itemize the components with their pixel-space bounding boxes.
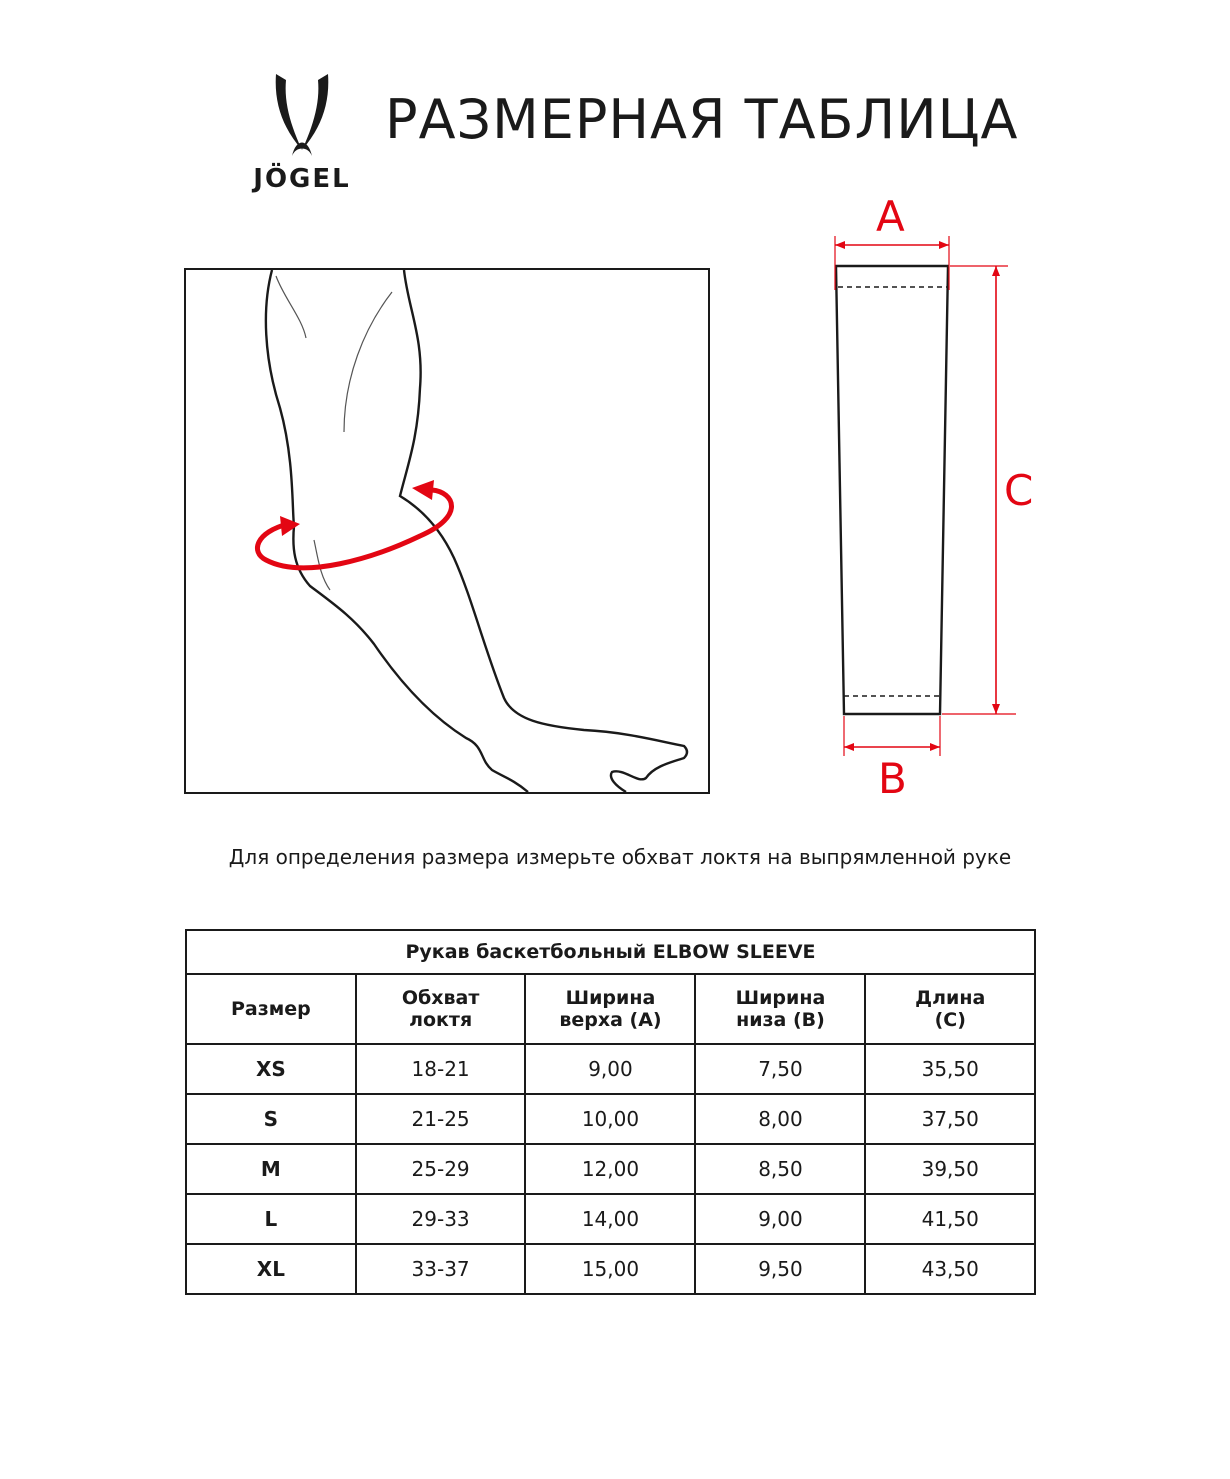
cell-size: XL [186,1244,356,1294]
dimension-label-c: C [1004,466,1034,515]
cell-bottom-width: 8,00 [695,1094,865,1144]
cell-length: 43,50 [865,1244,1035,1294]
size-table [185,929,1036,1295]
sleeve-dimension-figure [820,190,1050,810]
cell-size: XS [186,1044,356,1094]
cell-bottom-width: 9,50 [695,1244,865,1294]
cell-bottom-width: 9,00 [695,1194,865,1244]
arm-measurement-figure [184,268,710,794]
cell-length: 41,50 [865,1194,1035,1244]
cell-top-width: 10,00 [525,1094,695,1144]
jogel-logo-icon [272,72,332,160]
cell-length: 39,50 [865,1144,1035,1194]
cell-girth: 33-37 [356,1244,526,1294]
dimension-label-b: B [878,754,907,803]
cell-girth: 18-21 [356,1044,526,1094]
header-top-width: Ширина верха (А) [525,974,695,1044]
table-row [186,1194,1035,1244]
cell-girth: 21-25 [356,1094,526,1144]
header-elbow-girth: Обхват локтя [356,974,526,1044]
cell-girth: 29-33 [356,1194,526,1244]
logo-wordmark: JÖGEL [253,164,351,194]
table-caption: Рукав баскетбольный ELBOW SLEEVE [186,930,1035,974]
cell-size: M [186,1144,356,1194]
header-size: Размер [186,974,356,1044]
header-bottom-width: Ширина низа (В) [695,974,865,1044]
cell-length: 37,50 [865,1094,1035,1144]
cell-top-width: 9,00 [525,1044,695,1094]
cell-top-width: 14,00 [525,1194,695,1244]
cell-top-width: 12,00 [525,1144,695,1194]
cell-top-width: 15,00 [525,1244,695,1294]
page-title: РАЗМЕРНАЯ ТАБЛИЦА [385,88,1019,151]
measurement-instruction: Для определения размера измерьте обхват локтя на выпрямленной руке [228,845,1012,869]
cell-bottom-width: 7,50 [695,1044,865,1094]
cell-size: L [186,1194,356,1244]
table-row [186,1244,1035,1294]
table-header-row [186,974,1035,1044]
brand-logo [240,72,364,194]
cell-bottom-width: 8,50 [695,1144,865,1194]
cell-size: S [186,1094,356,1144]
header-length: Длина (С) [865,974,1035,1044]
cell-length: 35,50 [865,1044,1035,1094]
arm-outline-illustration [184,268,710,794]
cell-girth: 25-29 [356,1144,526,1194]
table-row [186,1094,1035,1144]
table-row [186,1044,1035,1094]
dimension-label-a: A [876,192,905,241]
table-row [186,1144,1035,1194]
